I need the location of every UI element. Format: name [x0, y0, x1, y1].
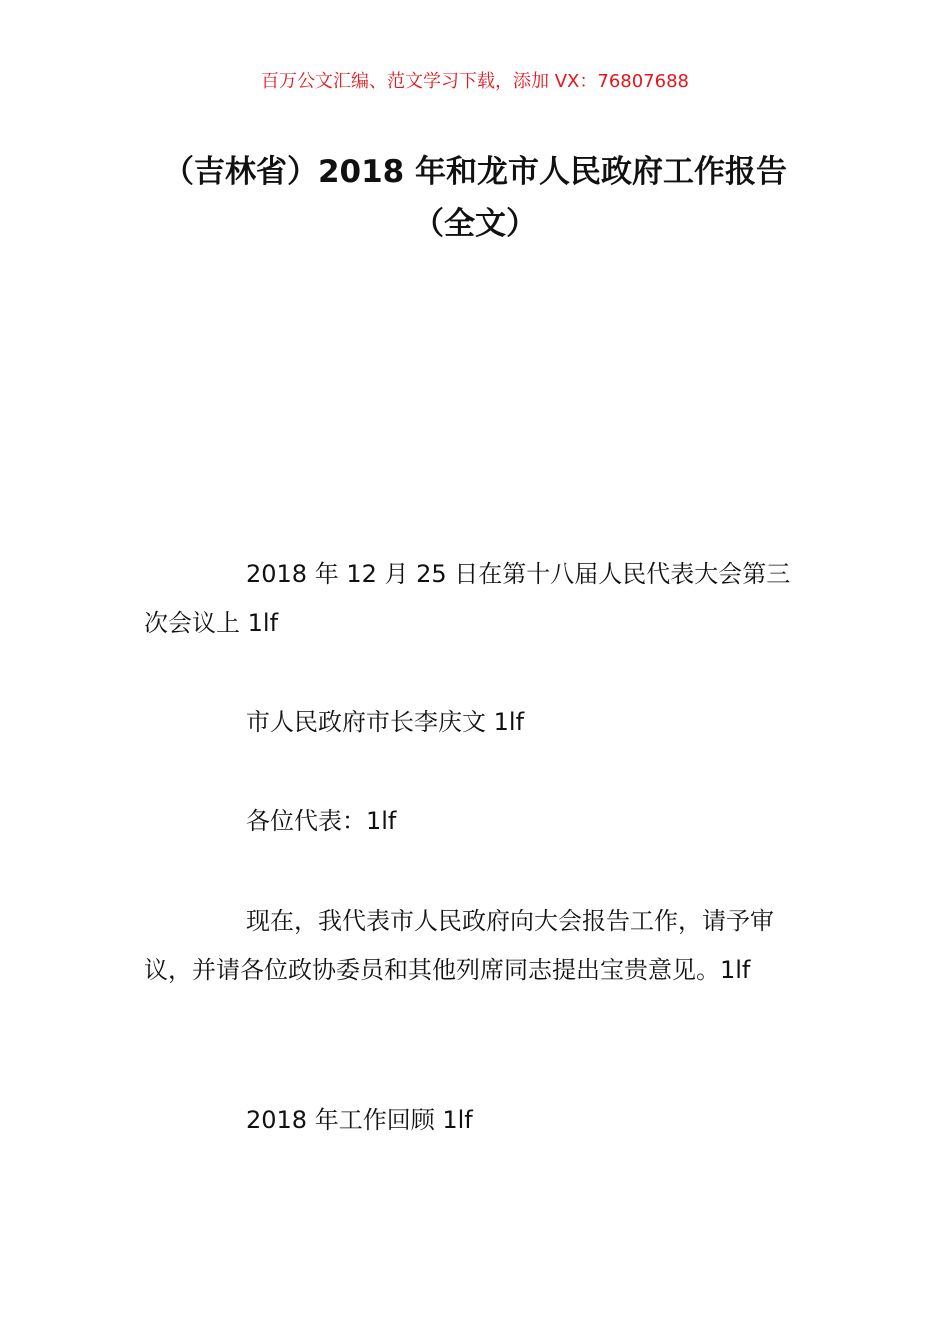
header-contact-note: 百万公文汇编、范文学习下载，添加 VX：76807688	[261, 71, 689, 92]
section-heading-review: 2018 年工作回顾 1lf	[246, 1106, 473, 1134]
document-title: （吉林省）2018 年和龙市人民政府工作报告（全文）	[162, 154, 788, 242]
paragraph-opening: 现在，我代表市人民政府向大会报告工作，请予审议，并请各位政协委员和其他列席同志提出宝贵意见。1lf	[144, 907, 774, 984]
paragraph-salutation: 各位代表：1lf	[246, 807, 397, 835]
paragraph-meeting-date: 2018 年 12 月 25 日在第十八届人民代表大会第三次会议上 1lf	[144, 560, 791, 637]
paragraph-author: 市人民政府市长李庆文 1lf	[246, 708, 525, 736]
